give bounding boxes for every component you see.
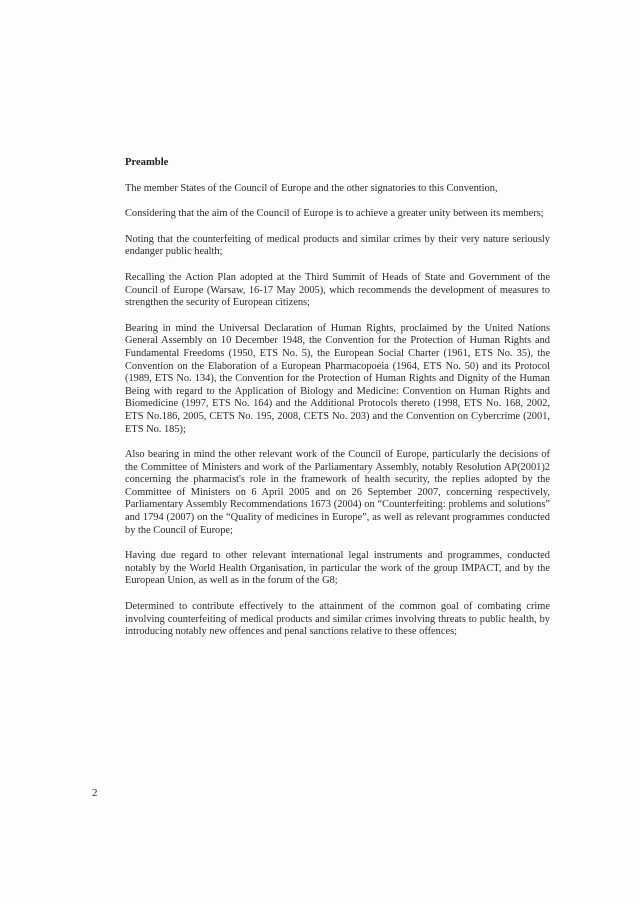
paragraph-recalling: Recalling the Action Plan adopted at the Third Summit of Heads of State and Government of the Council of Europe (Warsaw, 16-17 May 2005), which recommends the development of measures to strengthen the security of European citizens; <box>125 271 550 309</box>
paragraph-having-regard: Having due regard to other relevant international legal instruments and programmes, conducted notably by the World Health Organisation, in particular the work of the group IMPACT, and by the European Union, as well as in the forum of the G8; <box>125 550 550 587</box>
paragraph-determined: Determined to contribute effectively to the attainment of the common goal of combating crime involving counterfeiting of medical products and similar crimes involving threats to public health, by introducing notably new offences and penal sanctions relative to these offences; <box>125 601 550 638</box>
page-number: 2 <box>92 787 98 799</box>
preamble-section <box>125 157 550 652</box>
paragraph-signatories: The member States of the Council of Europe and the other signatories to this Convention, <box>125 182 498 194</box>
paragraph-considering: Considering that the aim of the Council of Europe is to achieve a greater unity between its members; <box>125 208 544 220</box>
paragraph-bearing-in-mind: Bearing in mind the Universal Declaration of Human Rights, proclaimed by the United Nations General Assembly on 10 December 1948, the Convention for the Protection of Human Rights and Fundamental Freedoms (1950, ETS No. 5), the European Social Charter (1961, ETS No. 35), the Convention on the Elaboration of a European Pharmacopoeia (1964, ETS No. 50) and its Protocol (1989, ETS No. 134), the Convention for the Protection of Human Rights and Dignity of the Human Being with regard to the Application of Biology and Medicine: Convention on Human Rights and Biomedicine (1997, ETS No. 164) and the Additional Protocols thereto (1998, ETS No. 168, 2002, ETS No.186, 2005, CETS No. 195, 2008, CETS No. 203) and the Convention on Cybercrime (2001, ETS No. 185); <box>125 322 550 435</box>
paragraph-noting: Noting that the counterfeiting of medical products and similar crimes by their very nature seriously endanger public health; <box>125 233 550 258</box>
paragraph-also-bearing: Also bearing in mind the other relevant work of the Council of Europe, particularly the decisions of the Committee of Ministers and work of the Parliamentary Assembly, notably Resolution AP(2001)2 concerning the pharmacist's role in the framework of health security, the replies adopted by the Committee of Ministers on 6 April 2005 and on 26 September 2007, concerning respectively, Parliamentary Assembly Recommendations 1673 (2004) on “Counterfeiting: problems and solutions” and 1794 (2007) on the “Quality of medicines in Europe”, as well as relevant programmes conducted by the Council of Europe; <box>125 449 550 536</box>
section-heading: Preamble <box>125 157 169 168</box>
